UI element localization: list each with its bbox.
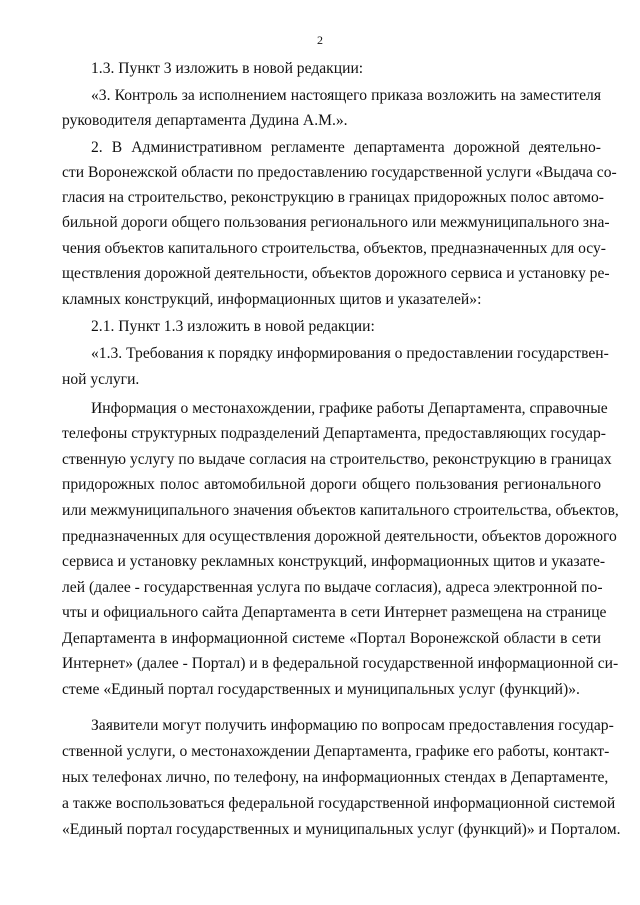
text-line: Информация о местонахождении, графике работы Департамента, справочные [91, 400, 608, 417]
text-line: Интернет» (далее - Портал) и в федеральной государственной информационной си- [62, 655, 619, 672]
text-line: чты и официального сайта Департамента в сети Интернет размещена на странице [62, 604, 607, 621]
text-line: ных телефонах лично, по телефону, на информационных стендах в Департаменте, [62, 769, 609, 786]
text-line: Заявители могут получить информацию по вопросам предоставления государ- [91, 717, 614, 734]
text-line: «Единый портал государственных и муниципальных услуг (функций)» и Порталом. [62, 821, 621, 838]
text-line: 1.3. Пункт 3 изложить в новой редакции: [91, 60, 364, 77]
text-line: гласия на строительство, реконструкцию в границах придорожных полос автомо- [62, 189, 604, 206]
page-number: 2 [317, 33, 323, 47]
text-line: сервиса и установку рекламных конструкций, информационных щитов и указате- [62, 553, 606, 570]
text-line: ной услуги. [62, 371, 140, 388]
text-line: ственной услуги, о местонахождении Департамента, графике его работы, контакт- [62, 743, 610, 760]
text-line: стеме «Единый портал государственных и муниципальных услуг (функций)». [62, 681, 580, 698]
text-line: телефоны структурных подразделений Департамента, предоставляющих государ- [62, 425, 606, 442]
text-line: ственную услугу по выдаче согласия на строительство, реконструкцию в границах [62, 451, 612, 468]
text-line: предназначенных для осуществления дорожной деятельности, объектов дорожного [62, 528, 617, 545]
text-line: 2.1. Пункт 1.3 изложить в новой редакции: [91, 318, 375, 335]
text-line: бильной дороги общего пользования регионального или межмуниципального зна- [62, 214, 610, 231]
text-line: руководителя департамента Дудина А.М.». [62, 112, 348, 129]
text-line: 2. В Административном регламенте департамента дорожной деятельно- [91, 139, 601, 156]
text-line: чения объектов капитального строительства, объектов, предназначенных для осу- [62, 240, 606, 257]
text-line: «1.3. Требования к порядку информирования о предоставлении государствен- [91, 345, 609, 362]
text-line: сти Воронежской области по предоставлению государственной услуги «Выдача со- [62, 164, 617, 181]
text-line: или межмуниципального значения объектов капитального строительства, объектов, [62, 502, 619, 519]
text-line: кламных конструкций, информационных щитов и указателей»: [62, 291, 482, 308]
text-line: а также воспользоваться федеральной государственной информационной системой [62, 795, 616, 812]
text-line: придорожных полос автомобильной дороги общего пользования регионального [62, 476, 601, 493]
text-line: лей (далее - государственная услуга по выдаче согласия), адреса электронной по- [62, 579, 603, 596]
text-line: «3. Контроль за исполнением настоящего приказа возложить на заместителя [91, 87, 601, 104]
text-line: Департамента в информационной системе «Портал Воронежской области в сети [62, 630, 601, 647]
text-line: ществления дорожной деятельности, объектов дорожного сервиса и установку ре- [62, 265, 610, 282]
